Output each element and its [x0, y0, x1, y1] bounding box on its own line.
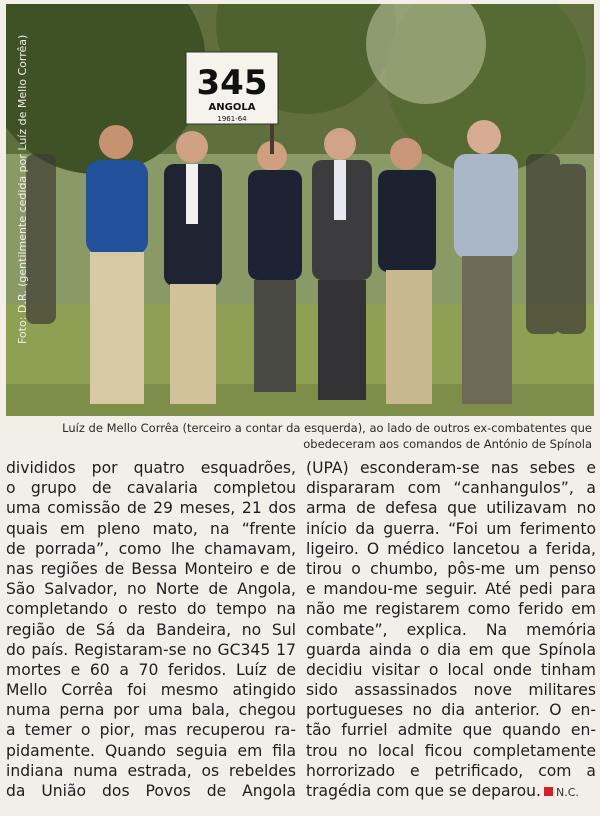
photo-illustration: [6, 4, 594, 416]
text-line: decidiu visitar o local onde tinham: [306, 660, 596, 679]
author-initials: N.C.: [555, 786, 579, 799]
person-1: [86, 125, 148, 404]
text-line: de porrada”, como lhe chamavam,: [6, 539, 296, 558]
text-line: completando o resto do tempo na: [6, 600, 296, 619]
article-last-line: [306, 781, 596, 801]
person-6: [454, 120, 518, 404]
end-of-article-mark: [544, 787, 553, 796]
text-line: mortes e 60 a 70 feridos. Luíz de: [6, 660, 296, 679]
text-line: São Salvador, no Norte de Angola,: [6, 580, 296, 599]
text-line: tirou o chumbo, pôs-me um penso: [306, 559, 596, 578]
text-line: divididos por quatro esquadrões,: [6, 459, 296, 477]
text-line: tão furriel admite que quando en-: [306, 721, 596, 740]
text-line: sido assassinados nove militares: [306, 681, 596, 700]
person-5: [378, 138, 436, 404]
group-photo: [6, 4, 594, 416]
text-line: não me registarem como ferido em: [306, 600, 596, 619]
person-2: [164, 131, 222, 404]
text-line: combate”, explica. Na memória: [306, 620, 596, 639]
text-line: ligeiro. O médico lancetou a ferida,: [306, 539, 596, 558]
text-line: indiana numa estrada, os rebeldes: [6, 761, 296, 780]
article-column-right: [306, 458, 596, 801]
text-line: quais em pleno mato, na “frente: [6, 519, 296, 538]
caption-line-1: Luíz de Mello Corrêa (terceiro a contar da esquerda), ao lado de outros ex-combatentes que: [62, 421, 592, 435]
text-line: nas regiões de Bessa Monteiro e de: [6, 559, 296, 578]
text-line: (UPA) esconderam-se nas sebes e: [306, 459, 596, 477]
text-line: pidamente. Quando seguia em fila: [6, 741, 296, 760]
text-line: uma comissão de 29 meses, 21 dos: [6, 499, 296, 518]
text-line: numa perna por uma bala, chegou: [6, 701, 296, 720]
text-line: o grupo de cavalaria completou: [6, 479, 296, 498]
text-line: da União dos Povos de Angola: [6, 782, 296, 800]
sign-number: 345: [196, 63, 268, 103]
photo-caption: [60, 420, 592, 452]
text-line: região de Sá da Bandeira, no Sul: [6, 620, 296, 639]
text-line: e mandou-me seguir. Até pedi para: [306, 580, 596, 599]
sign-years: 1961-64: [217, 115, 247, 123]
person-3: [248, 141, 302, 392]
text-line: dispararam com “canhangulos”, a: [306, 479, 596, 498]
text-line: do país. Registaram-se no GC345 17: [6, 640, 296, 659]
article-column-left: [6, 458, 296, 801]
text-line: arma de defesa que utilizavam no: [306, 499, 596, 518]
sign-country: ANGOLA: [208, 102, 256, 113]
last-line-text: tragédia com que se deparou.: [306, 782, 541, 800]
text-line: trou no local ficou completamente: [306, 741, 596, 760]
person-4: [312, 128, 372, 400]
caption-line-2: obedeceram aos comandos de António de Spínola: [303, 437, 592, 451]
photo-credit: Foto: D.R. (gentilmente cedida por Luíz de Mello Corrêa): [16, 34, 29, 344]
text-line: guarda ainda o dia em que Spínola: [306, 640, 596, 659]
text-line: portugueses no dia anterior. O en-: [306, 701, 596, 720]
text-line: início da guerra. “Foi um ferimento: [306, 519, 596, 538]
text-line: Mello Corrêa foi mesmo atingido: [6, 681, 296, 700]
text-line: a temer o pior, mas recuperou ra-: [6, 721, 296, 740]
text-line: horrorizado e petrificado, com a: [306, 761, 596, 780]
